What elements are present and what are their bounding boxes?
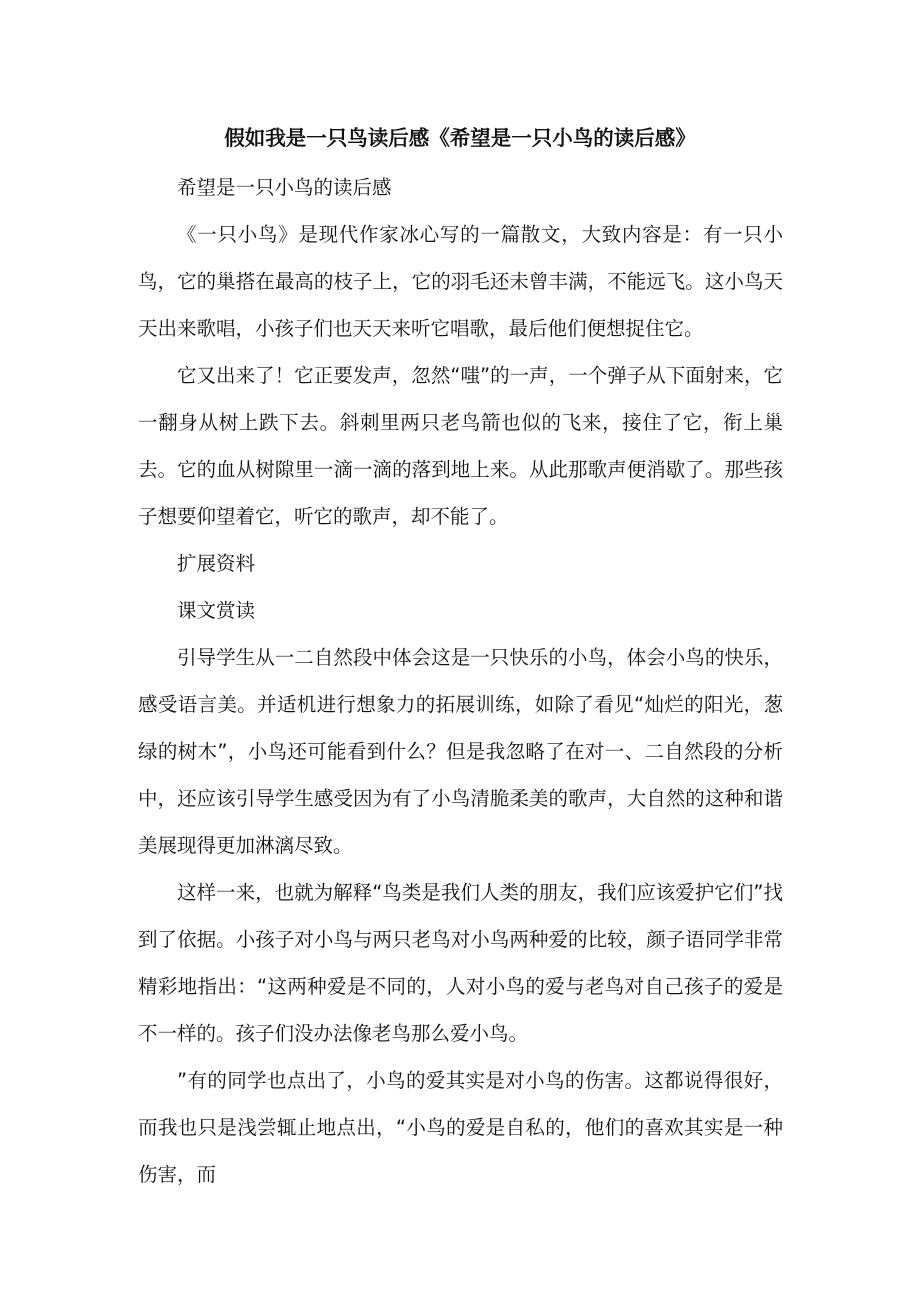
paragraph-explanation: 这样一来，也就为解释“鸟类是我们人类的朋友，我们应该爱护它们”找到了依据。小孩子对小鸟与两只老鸟对小鸟两种爱的比较，颜子语同学非常精彩地指出：“这两种爱是不同的，人对小鸟的爱与老鸟对自己孩子的爱是不一样的。孩子们没办法像老鸟那么爱小鸟。 — [138, 881, 783, 1045]
paragraph-extended-materials: 扩展资料 — [177, 552, 256, 575]
document-title: 假如我是一只鸟读后感《希望是一只小鸟的读后感》 — [224, 126, 696, 150]
paragraph-text-appreciation: 课文赏读 — [177, 599, 256, 622]
paragraph-summary: 《一只小鸟》是现代作家冰心写的一篇散文，大致内容是：有一只小鸟，它的巢搭在最高的枝子上，它的羽毛还未曾丰满，不能远飞。这小鸟天天出来歌唱，小孩子们也天天来听它唱歌，最后他们便想捉住它。 — [138, 223, 783, 340]
paragraph-guidance: 引导学生从一二自然段中体会这是一只快乐的小鸟，体会小鸟的快乐，感受语言美。并适机进行想象力的拓展训练，如除了看见“灿烂的阳光，葱绿的树木”，小鸟还可能看到什么？但是我忽略了在对一、二自然段的分析中，还应该引导学生感受因为有了小鸟清脆柔美的歌声，大自然的这种和谐美展现得更加淋漓尽致。 — [138, 646, 783, 857]
paragraph-subtitle: 希望是一只小鸟的读后感 — [177, 176, 392, 199]
paragraph-conclusion: ”有的同学也点出了，小鸟的爱其实是对小鸟的伤害。这都说得很好，而我也只是浅尝辄止地点出，“小鸟的爱是自私的，他们的喜欢其实是一种伤害，而 — [138, 1069, 783, 1186]
document-body — [138, 164, 783, 1198]
paragraph-story: 它又出来了！它正要发声，忽然“嗤”的一声，一个弹子从下面射来，它一翻身从树上跌下去。斜刺里两只老鸟箭也似的飞来，接住了它，衔上巢去。它的血从树隙里一滴一滴的落到地上来。从此那歌声便消歇了。那些孩子想要仰望着它，听它的歌声，却不能了。 — [138, 364, 783, 528]
